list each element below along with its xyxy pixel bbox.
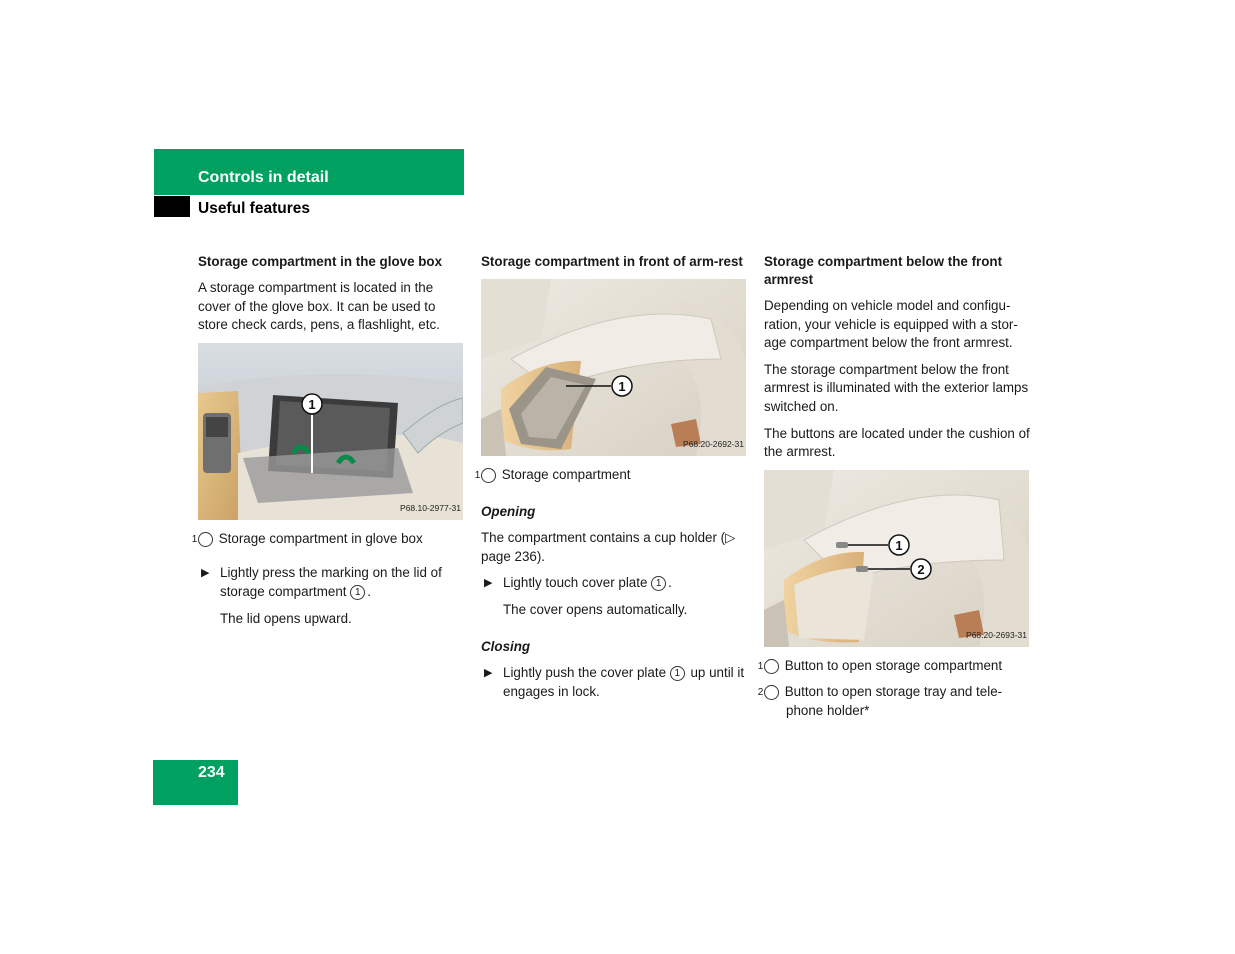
triangle-right-icon: ▶ <box>484 667 493 680</box>
page-number-box <box>153 760 238 805</box>
step-result: The cover opens automatically. <box>503 601 688 617</box>
chapter-title: Controls in detail <box>198 169 329 186</box>
paragraph-2: The storage compartment below the front armrest is illuminated with the exterior lamps switched on. <box>764 361 1029 414</box>
section-title: Useful features <box>198 200 310 217</box>
heading-below-armrest: Storage compartment below the front armrest <box>764 254 1003 287</box>
callout-1: 1 <box>308 396 316 412</box>
section-marker <box>154 196 190 217</box>
armrest-buttons-illustration <box>764 470 1029 647</box>
intro-text: A storage compartment is located in the cover of the glove box. It can be used to store check cards, pens, a flashlight, etc. <box>198 280 440 333</box>
callout-number: 1 <box>350 585 365 600</box>
legend-text: Button to open storage tray and tele-phone holder* <box>784 684 1003 718</box>
column-front-armrest <box>474 253 749 709</box>
legend-item-1 <box>757 657 1032 676</box>
armrest-illustration <box>481 279 746 456</box>
legend-item-2 <box>757 683 1032 720</box>
column-glove-box <box>191 253 466 636</box>
paragraph-1: Depending on vehicle model and configu-ration, your vehicle is equipped with a stor-age compartment below the front armrest. <box>764 298 1018 351</box>
instruction-step <box>481 574 749 593</box>
callout-2: 2 <box>917 561 925 577</box>
step-text: Lightly touch cover plate <box>503 575 652 591</box>
step-text-end: . <box>668 575 672 591</box>
step-text-end: . <box>367 583 371 599</box>
step-result: The lid opens upward. <box>220 610 352 626</box>
step-text-end: up until it engages in lock. <box>503 665 745 699</box>
closing-title: Closing <box>481 638 531 654</box>
callout-number: 1 <box>764 659 779 674</box>
paragraph-3: The buttons are located under the cushion of the armrest. <box>764 425 1030 460</box>
instruction-step <box>198 564 466 601</box>
callout-1: 1 <box>618 379 626 394</box>
legend-item <box>191 530 466 549</box>
armrest-figure <box>481 279 746 456</box>
legend-item <box>474 466 749 485</box>
callout-1: 1 <box>895 537 903 553</box>
callout-number: 2 <box>764 685 779 700</box>
callout-number: 1 <box>651 576 666 591</box>
column-below-armrest <box>757 253 1032 729</box>
instruction-step <box>481 664 749 701</box>
callout-number: 1 <box>670 666 685 681</box>
figure-code: P68.20-2692-31 <box>683 439 744 450</box>
figure-code: P68.10-2977-31 <box>400 503 461 514</box>
callout-number: 1 <box>481 468 496 483</box>
heading-glove-box: Storage compartment in the glove box <box>198 254 443 269</box>
legend-text: Storage compartment <box>501 467 631 482</box>
glove-box-figure <box>198 343 463 520</box>
glove-box-illustration <box>198 343 463 520</box>
step-text: Lightly press the marking on the lid of storage compartment <box>220 565 442 599</box>
figure-code: P68.20-2693-31 <box>966 630 1027 641</box>
opening-text: The compartment contains a cup holder (▷ page 236). <box>481 530 736 564</box>
page-number: 234 <box>198 764 225 781</box>
opening-title: Opening <box>481 503 536 519</box>
legend-text: Button to open storage compartment <box>784 657 1003 673</box>
callout-number: 1 <box>198 532 213 547</box>
legend-text: Storage compartment in glove box <box>218 530 423 546</box>
triangle-right-icon: ▶ <box>484 577 493 590</box>
triangle-right-icon: ▶ <box>201 567 210 580</box>
heading-front-armrest: Storage compartment in front of arm-rest <box>481 254 743 269</box>
step-text: Lightly push the cover plate <box>503 665 670 681</box>
armrest-buttons-figure <box>764 470 1029 647</box>
